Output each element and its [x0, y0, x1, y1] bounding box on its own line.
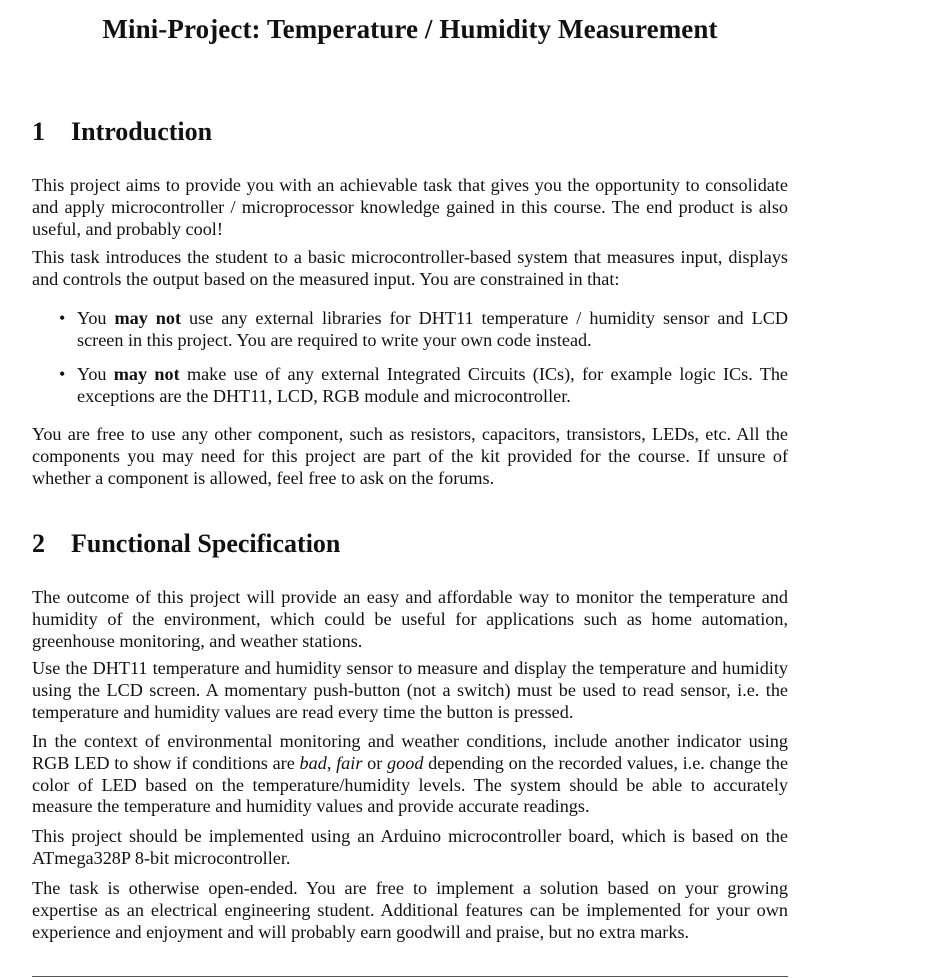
- paragraph-text: In the context of environmental monitoring and weather conditions, include another indicator using RGB LED to show if conditions are: [32, 731, 788, 773]
- footer-divider: [32, 976, 788, 977]
- intro-paragraph: This project aims to provide you with an achievable task that gives you the opportunity to consolidate and apply microcontroller / microprocessor knowledge gained in this course. The end product is also useful, and probably cool!: [32, 175, 788, 239]
- spec-paragraph: Use the DHT11 temperature and humidity sensor to measure and display the temperature and humidity using the LCD screen. A momentary push-button (not a switch) must be used to read sensor, i.e. the temperature and humidity values are read every time the button is pressed.: [32, 658, 788, 722]
- bullet-icon: •: [59, 308, 66, 328]
- condition-bad: bad: [299, 752, 327, 773]
- intro-paragraph: This task introduces the student to a basic microcontroller-based system that measures input, displays and controls the output based on the measured input. You are constrained in that:: [32, 247, 788, 289]
- bullet-lead: You: [77, 308, 115, 328]
- section-number: 2: [32, 529, 45, 558]
- bullet-lead: You: [77, 364, 114, 384]
- paragraph-text: or: [362, 752, 388, 773]
- bullet-text: use any external libraries for DHT11 temperature / humidity sensor and LCD screen in this project. You are required to write your own code instead.: [77, 308, 788, 350]
- section-heading-introduction: [32, 117, 212, 147]
- spec-paragraph: [32, 731, 788, 818]
- section-number: 1: [32, 117, 45, 146]
- paragraph-text: depending on the recorded values, i.e. change the color of LED based on the temperature/humidity levels. The system should be able to accurately measure the temperature and humidity values and provide accurate readings.: [32, 752, 789, 817]
- section-heading-functional-specification: [32, 529, 340, 559]
- spec-paragraph: The outcome of this project will provide an easy and affordable way to monitor the temperature and humidity of the environment, which could be useful for applications such as home automation, greenhouse monitoring, and weather stations.: [32, 587, 788, 651]
- constraint-bullet: [59, 364, 788, 408]
- spec-paragraph: This project should be implemented using an Arduino microcontroller board, which is based on the ATmega328P 8-bit microcontroller.: [32, 826, 788, 868]
- paragraph-text: ,: [326, 752, 337, 773]
- spec-paragraph: The task is otherwise open-ended. You are free to implement a solution based on your growing expertise as an electrical engineering student. Additional features can be implemented for your own experience and enjoyment and will probably earn goodwill and praise, but no extra marks.: [32, 878, 788, 942]
- section-title: Introduction: [71, 117, 213, 146]
- bullet-icon: •: [59, 364, 66, 384]
- bullet-emphasis: may not: [114, 308, 182, 328]
- condition-good: good: [387, 752, 424, 773]
- intro-paragraph: You are free to use any other component, such as resistors, capacitors, transistors, LEDs, etc. All the components you may need for this project are part of the kit provided for the course. If unsure of whether a component is allowed, feel free to ask on the forums.: [32, 424, 788, 488]
- section-title: Functional Specification: [71, 529, 341, 558]
- bullet-emphasis: may not: [113, 364, 180, 384]
- condition-fair: fair: [336, 752, 363, 773]
- bullet-text: make use of any external Integrated Circuits (ICs), for example logic ICs. The exceptions are the DHT11, LCD, RGB module and microcontroller.: [77, 364, 788, 406]
- document-title: Mini-Project: Temperature / Humidity Measurement: [102, 14, 718, 44]
- constraint-bullet: [59, 308, 788, 352]
